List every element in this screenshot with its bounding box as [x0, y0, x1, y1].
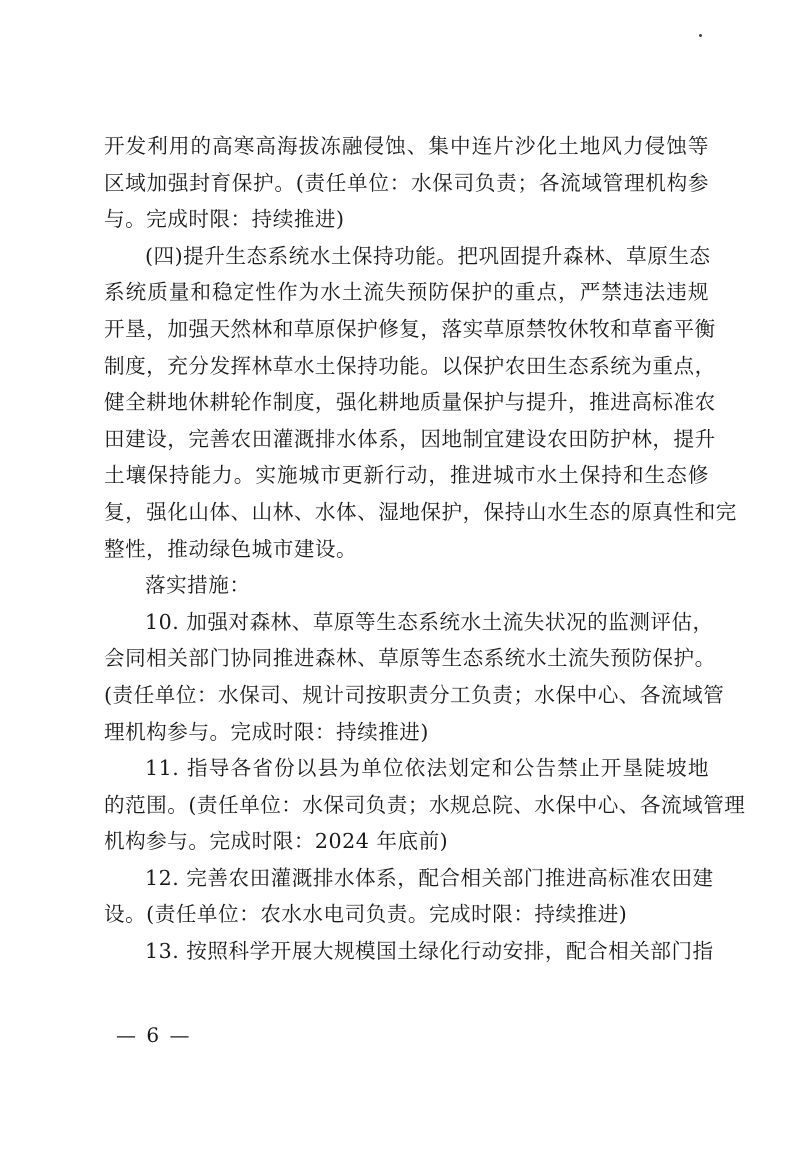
measure-item-12: 12. 完善农田灌溉排水体系，配合相关部门推进高标准农田建 — [145, 865, 714, 890]
measures-heading: 落实措施： — [145, 573, 251, 598]
measure-item-10: 10. 加强对森林、草原等生态系统水土流失状况的监测评估， — [145, 609, 714, 634]
measure-item-11: 11. 指导各省份以县为单位依法划定和公告禁止开垦陡坡地 — [145, 756, 709, 781]
paragraph-line: 整性，推动绿色城市建设。 — [104, 536, 358, 561]
measure-item-13: 13. 按照科学开展大规模国土绿化行动安排，配合相关部门指 — [145, 939, 714, 964]
paragraph-line: 机构参与。完成时限：2024 年底前) — [104, 829, 449, 854]
paragraph-line: 的范围。(责任单位：水保司负责；水规总院、水保中心、各流域管理 — [104, 792, 746, 817]
paragraph-line: 开发利用的高寒高海拔冻融侵蚀、集中连片沙化土地风力侵蚀等 — [104, 134, 709, 158]
paragraph-line: 系统质量和稳定性作为水土流失预防保护的重点，严禁违法违规 — [104, 280, 709, 305]
page-number: — 6 — — [116, 1023, 192, 1047]
paragraph-line: 理机构参与。完成时限：持续推进) — [104, 719, 429, 744]
paragraph-line: 健全耕地休耕轮作制度，强化耕地质量保护与提升，推进高标准农 — [104, 390, 716, 415]
document-body — [104, 128, 746, 970]
scan-speck — [699, 34, 702, 37]
section-heading-line: (四)提升生态系统水土保持功能。把巩固提升森林、草原生态 — [145, 243, 711, 268]
paragraph-line: 制度，充分发挥林草水土保持功能。以保护农田生态系统为重点， — [104, 353, 716, 378]
paragraph-line: 复，强化山体、山林、水体、湿地保护，保持山水生态的原真性和完 — [104, 499, 737, 524]
paragraph-line: 田建设，完善农田灌溉排水体系，因地制宜建设农田防护林，提升 — [104, 426, 716, 451]
paragraph-line: (责任单位：水保司、规计司按职责分工负责；水保中心、各流域管 — [104, 682, 725, 707]
paragraph-line: 开垦，加强天然林和草原保护修复，落实草原禁牧休牧和草畜平衡 — [104, 316, 716, 341]
paragraph-line: 土壤保持能力。实施城市更新行动，推进城市水土保持和生态修 — [104, 463, 709, 488]
paragraph-line: 设。(责任单位：农水水电司负责。完成时限：持续推进) — [104, 902, 628, 927]
paragraph-line: 会同相关部门协同推进森林、草原等生态系统水土流失预防保护。 — [104, 646, 716, 671]
paragraph-line: 与。完成时限：持续推进) — [104, 207, 345, 232]
paragraph-line: 区域加强封育保护。(责任单位：水保司负责；各流域管理机构参 — [104, 170, 709, 195]
